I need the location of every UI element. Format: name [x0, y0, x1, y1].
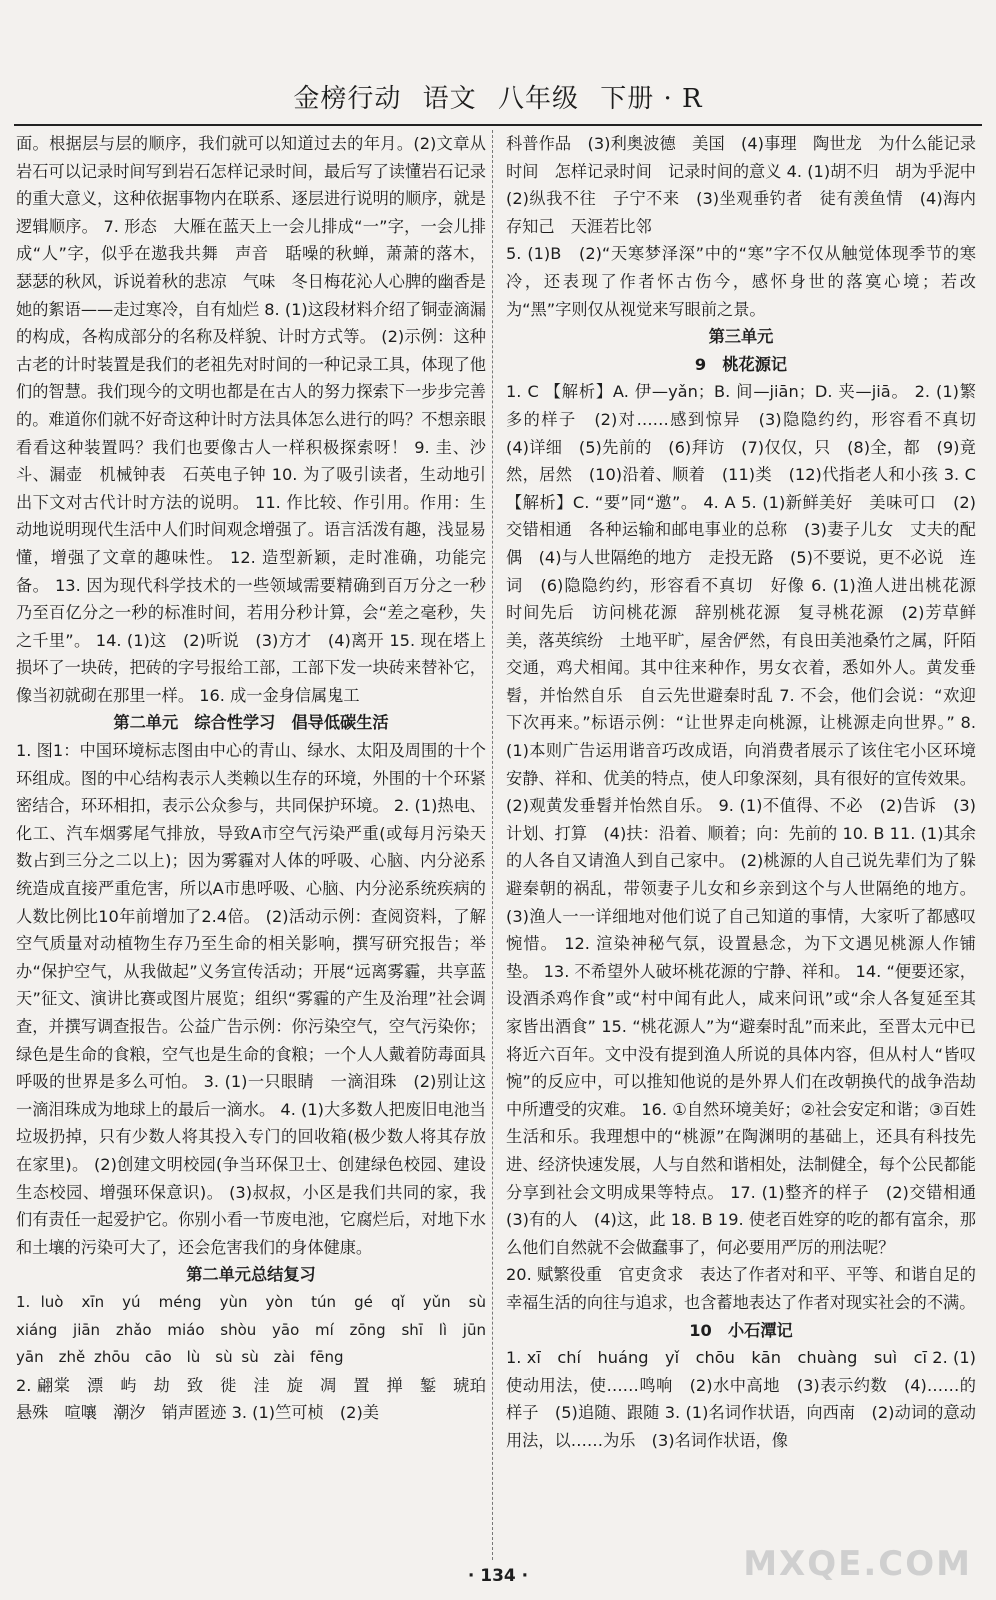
answer-block: 2. 翩棠 漂 屿 劫 致 徙 洼 旋 凋 置 掸 錾 琥珀 悬殊 喧嚷 潮汐 销声匿迹 3. (1)竺可桢 (2)美 — [16, 1375, 503, 1423]
answer-block: 1. xī chí huáng yǐ chōu kān chuàng suì cī 2. (1)使动用法，使……鸣响 (2)水中高地 (3)表示约数 (4)……的样子 (5)追随、跟随 3. (1)名词作状语，向西南 (2)动词的意动用法，以……为乐 (3)名词作状语，像 — [506, 1348, 976, 1450]
answer-block: 20. 赋繁役重 官吏贪求 表达了作者对和平、平等、和谐自足的幸福生活的向往与追求，也含蓄地表达了作者对现实社会的不满。 — [506, 1265, 976, 1312]
pinyin-answers: 1. luò xīn yú méng yùn yòn tún gé qǐ yǔn sù xiáng jiān zhǎo miáo shòu yāo mí zōng shī lì jūn yān zhě zhōu cāo lù sù sù zài fēng — [16, 1292, 502, 1367]
left-column — [16, 130, 503, 1427]
unit-title: 第三单元 — [708, 327, 774, 347]
book-series: 金榜行动 — [293, 84, 402, 114]
header-rule — [14, 124, 982, 126]
book-volume: 下册 · R — [600, 84, 703, 114]
answer-block: 1. C 【解析】A. 伊—yǎn；B. 间—jiān；D. 夹—jiā。 2. (1)繁多的样子 (2)对……感到惊异 (3)隐隐约约，形容看不真切 (4)详细 (5)先前的 (6)拜访 (7)仅仅，只 (8)全，都 (9)竟然，居然 (10)沿着、顺着 (11)类 (12)代指老人和小孩 3. C 【解析】C. “要”同“邀”。 4. A 5. (1)新鲜美好 美味可口 (2)交错相通 各种运输和邮电事业的总称 (3)妻子儿女 丈夫的配偶 (4)与人世隔绝的地方 走投无路 (5)不要说，更不必说 连词 (6)隐隐约约，形容看不真切 好像 6. (1)渔人进出桃花源 时间先后 访问桃花源 辞别桃花源 复寻桃花源 (2)芳草鲜美，落英缤纷 土地平旷，屋舍俨然，有良田美池桑竹之属，阡陌交通，鸡犬相闻。其中往来种作，男女衣着，悉如外人。黄发垂髫，并怡然自乐 自云先世避秦时乱 7. 不会，他们会说：“欢迎下次再来。”标语示例：“让世界走向桃源，让桃源走向世界。” 8. (1)本则广告运用谐音巧改成语，向消费者展示了该住宅小区环境安静、祥和、优美的特点，使人印象深刻，具有很好的宣传效果。 (2)观黄发垂髫并怡然自乐。 9. (1)不值得、不必 (2)告诉 (3)计划、打算 (4)扶：沿着、顺着；向：先前的 10. B 11. (1)其余的人各自又请渔人到自己家中。 (2)桃源的人自己说先辈们为了躲避秦朝的祸乱，带领妻子儿女和乡亲到这个与人世隔绝的地方。 (3)渔人一一详细地对他们说了自己知道的事情，大家听了都感叹惋惜。 12. 渲染神秘气氛，设置悬念，为下文遇见桃源人作铺垫。 13. 不希望外人破坏桃花源的宁静、祥和。 14. “便要还家，设酒杀鸡作食”或“村中闻有此人，咸来问讯”或“余人各复延至其家皆出酒食” 15. “桃花源人”为“避秦时乱”而来此，至晋太元中已将近六百年。文中没有提到渔人所说的具体内容，但从村人“皆叹惋”的反应中，可以推知他说的是外界人们在改朝换代的战争浩劫中所遭受的灾难。 16. ①自然环境美好；②社会安定和谐；③百姓生活和乐。我理想中的“桃源”在陶渊明的基础上，还具有科技先进、经济快速发展，人与自然和谐相处，法制健全，每个公民都能分享到社会文明成果等特点。 17. (1)整齐的样子 (2)交错相通 (3)有的人 (4)这，此 18. B 19. 使老百姓穿的吃的都有富余，那么他们自然就不会做蠢事了，何必要用严厉的刑法呢？ — [506, 382, 993, 1257]
answer-block: 5. (1)B (2)“天寒梦泽深”中的“寒”字不仅从触觉体现季节的寒冷，还表现了作者怀古伤今，感怀身世的落寞心境；若改为“黑”字则仅从视觉来写眼前之景。 — [506, 244, 976, 319]
section-title: 第二单元 综合性学习 倡导低碳生活 — [113, 713, 389, 733]
page-header — [0, 78, 996, 122]
lesson-title: 10 小石潭记 — [689, 1320, 793, 1340]
book-grade: 八年级 — [497, 84, 579, 114]
answer-block: 1. 图1：中国环境标志图由中心的青山、绿水、太阳及周围的十个环组成。图的中心结构表示人类赖以生存的环境，外围的十个环紧密结合，环环相扣，表示公众参与，共同保护环境。 2. (1)热电、化工、汽车烟雾尾气排放，导致A市空气污染严重(或每月污染天数占到三分之二以上)；因为雾霾对人体的呼吸、心脑、内分泌系统造成直接严重危害，所以A市患呼吸、心脑、内分泌系统疾病的人数比例比10年前增加了2.4倍。 (2)活动示例：查阅资料，了解空气质量对动植物生存乃至生命的相关影响，撰写研究报告；举办“保护空气，从我做起”义务宣传活动；开展“远离雾霾，共享蓝天”征文、演讲比赛或图片展览；组织“雾霾的产生及治理”社会调查，并撰写调查报告。公益广告示例：你污染空气，空气污染你；绿色是生命的食粮，空气也是生命的食粮；一个人人戴着防毒面具呼吸的世界是多么可怕。 3. (1)一只眼睛 一滴泪珠 (2)别让这一滴泪珠成为地球上的最后一滴水。 4. (1)大多数人把废旧电池当垃圾扔掉，只有少数人将其投入专门的回收箱(极少数人将其存放在家里)。 (2)创建文明校园(争当环保卫士、创建绿色校园、建设生态校园、增强环保意识)。 (3)叔叔，小区是我们共同的家，我们有责任一起爱护它。你别小看一节废电池，它腐烂后，对地下水和土壤的污染可大了，还会危害我们的身体健康。 — [16, 741, 486, 1257]
answer-block: 面。根据层与层的顺序，我们就可以知道过去的年月。(2)文章从岩石可以记录时间写到岩石怎样记录时间，最后写了读懂岩石记录的重大意义，这种依据事物内在联系、逐层进行说明的顺序，就是逻辑顺序。 7. 形态 大雁在蓝天上一会儿排成“一”字，一会儿排成“人”字，似乎在遨我共舞 声音 聒噪的秋蝉，萧萧的落木，瑟瑟的秋风，诉说着秋的悲凉 气味 冬日梅花沁人心脾的幽香是她的絮语——走过寒冷，自有灿烂 8. (1)这段材料介绍了铜壶滴漏的构成，各构成部分的名称及样貌、计时方式等。 (2)示例：这种古老的计时装置是我们的老祖先对时间的一种记录工具，体现了他们的智慧。我们现今的文明也都是在古人的努力探索下一步步完善的。难道你们就不好奇这种计时方法具体怎么进行的吗？不想亲眼看看这种装置吗？我们也要像古人一样积极探索呀！ 9. 圭、沙斗、漏壶 机械钟表 石英电子钟 10. 为了吸引读者，生动地引出下文对古代计时方法的说明。 11. 作比较、作引用。作用：生动地说明现代生活中人们时间观念增强了。语言活泼有趣，浅显易懂，增强了文章的趣味性。 12. 造型新颖，走时准确，功能完备。 13. 因为现代科学技术的一些领域需要精确到百万分之一秒乃至百亿分之一秒的标准时间，若用分秒计算，会“差之毫秒，失之千里”。 14. (1)这 (2)听说 (3)方才 (4)离开 15. 现在塔上损坏了一块砖，把砖的字号报给工部，工部下发一块砖来替补它，像当初就砌在那里一样。 16. 成一金身信属鬼工 — [16, 134, 486, 705]
section-title: 第二单元总结复习 — [186, 1265, 316, 1285]
answer-block: 科普作品 (3)利奥波德 美国 (4)事理 陶世龙 为什么能记录时间 怎样记录时间 记录时间的意义 4. (1)胡不归 胡为乎泥中 (2)纵我不往 子宁不来 (3)坐观垂钓者 徒有羡鱼情 (4)海内存知己 天涯若比邻 — [506, 134, 993, 236]
column-divider — [492, 130, 493, 1560]
book-subject: 语文 — [422, 84, 477, 114]
page-number: · 134 · — [467, 1566, 529, 1586]
lesson-title: 9 桃花源记 — [694, 354, 788, 374]
right-column — [506, 130, 993, 1455]
site-watermark: MXQE.COM — [743, 1544, 972, 1584]
